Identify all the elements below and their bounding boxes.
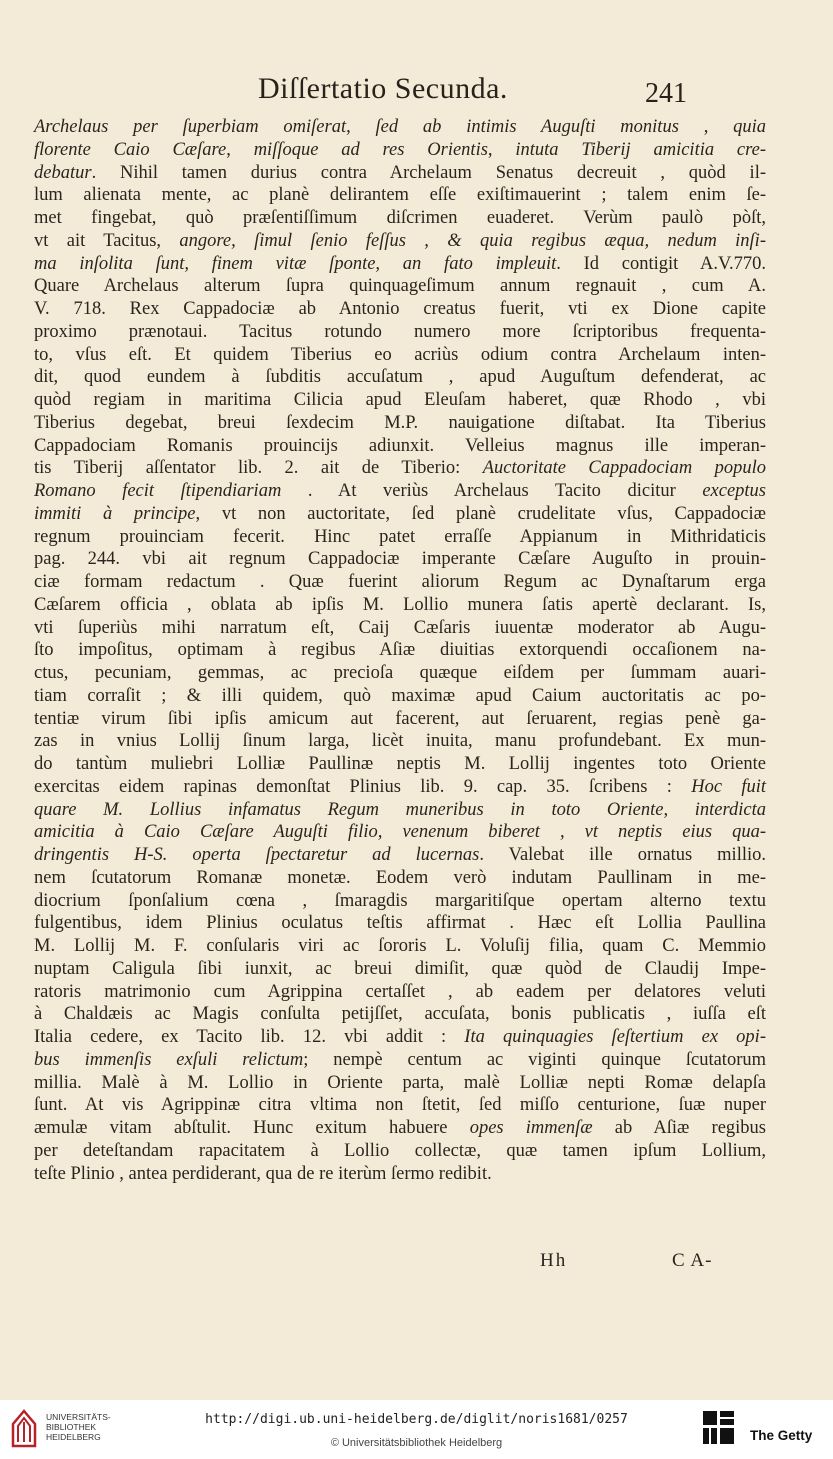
running-title: Diſſertatio Secunda. xyxy=(258,72,508,105)
text-line xyxy=(34,321,766,344)
text-line xyxy=(34,389,766,412)
text-line xyxy=(34,708,766,731)
text-run: nem ſcutatorum Romanæ monetæ. Eodem verò indutam Paullinam in me- xyxy=(34,867,766,888)
text-line xyxy=(34,958,766,981)
text-line xyxy=(34,730,766,753)
text-line xyxy=(34,344,766,367)
text-run: , xyxy=(487,139,516,160)
text-run: Cæſarem officia , oblata ab ipſis M. Lollio munera ſatis apertè declarant. Is, xyxy=(34,594,766,615)
text-line xyxy=(34,253,766,276)
text-run: proximo prænotaui. Tacitus rotundo numero more ſcriptoribus frequenta- xyxy=(34,321,766,342)
text-run: . At veriùs Archelaus Tacito dicitur xyxy=(281,481,703,501)
italic-quote: amicitia à Caio Cæſare Auguſti filio, venenum biberet , vt neptis eius qua- xyxy=(34,822,766,843)
text-line xyxy=(34,890,766,913)
italic-quote: quare M. Lollius infamatus Regum muneribus in toto Oriente, interdicta xyxy=(34,799,766,820)
text-run: , xyxy=(346,117,376,137)
text-line xyxy=(34,571,766,594)
text-run: pag. 244. vbi ait regnum Cappadociæ imperante Cæſare Auguſto in prouin- xyxy=(34,549,766,570)
text-line xyxy=(34,503,766,526)
institution-line-2: BIBLIOTHEK xyxy=(46,1422,97,1432)
text-line xyxy=(34,526,766,549)
italic-quote: bus immenſis exſuli relictum xyxy=(34,1049,304,1070)
text-line xyxy=(34,639,766,662)
text-run: diocrium ſponſalium cœna , ſmaragdis margaritiſque opertam alterno textu xyxy=(34,890,766,911)
italic-quote: Auctoritate Cappadociam populo xyxy=(482,458,766,479)
text-run: . Valebat ille ornatus millio. xyxy=(479,845,766,865)
text-line xyxy=(34,594,766,617)
viewer-footer xyxy=(0,1400,833,1459)
text-run: nuptam Caligula ſibi iunxit, ac breui dimiſit, quæ quòd de Claudij Impe- xyxy=(34,958,766,979)
text-run: fulgentibus, idem Plinius oculatus teſtis affirmat . Hæc eſt Lollia Paullina xyxy=(34,913,766,934)
text-run: tentiæ virum ſibi ipſis amicum aut facerent, aut ſeruarent, regias penè ga- xyxy=(34,708,766,729)
text-run: ab Aſiæ regibus xyxy=(592,1118,766,1138)
italic-quote: Archelaus per ſuperbiam omiſerat xyxy=(34,117,347,137)
italic-quote: quia xyxy=(733,117,767,137)
italic-quote: opes immenſæ xyxy=(469,1118,593,1138)
text-run: quòd regiam in maritima Cilicia apud Eleuſam haberet, quæ Rhodo , vbi xyxy=(34,390,766,410)
text-run: vti ſuperiùs mihi narratum eſt, Caij Cæſaris iuuentæ moderator ab Augu- xyxy=(34,617,766,638)
page-number: 241 xyxy=(645,78,687,109)
text-line xyxy=(34,1049,766,1072)
body-text xyxy=(34,116,766,1185)
text-line xyxy=(34,753,766,776)
text-run: lum alienata mente, ac planè delirantem eſſe exiſtimauerint ; talem enim ſe- xyxy=(34,185,766,206)
text-line xyxy=(34,184,766,207)
text-run: Italia cedere, ex Tacito lib. 12. vbi addit : xyxy=(34,1027,465,1047)
text-line xyxy=(34,799,766,822)
running-head xyxy=(0,72,833,112)
institution-line-3: HEIDELBERG xyxy=(46,1432,101,1442)
italic-quote: angore, ſimul ſenio feſſus , & quia regibus æqua, nedum inſi- xyxy=(179,230,766,251)
italic-quote: dringentis H-S. operta ſpectaretur ad lucernas xyxy=(34,845,480,865)
text-line xyxy=(34,1072,766,1095)
italic-quote: florente Caio Cæſare xyxy=(34,139,227,160)
page-foot-marks xyxy=(0,1250,833,1276)
text-run: per deteſtandam rapacitatem à Lollio collectæ, quæ tamen ipſum Lollium, xyxy=(34,1140,766,1161)
signature-mark: Hh xyxy=(540,1250,568,1271)
text-line xyxy=(34,1094,766,1117)
text-run: V. 718. Rex Cappadociæ ab Antonio creatus fuerit, vti ex Dione capite xyxy=(34,299,766,319)
partner-name: The Getty xyxy=(750,1428,813,1443)
text-run: , xyxy=(226,139,254,160)
text-run: æmulæ vitam abſtulit. Hunc exitum habuere xyxy=(34,1118,470,1138)
text-line xyxy=(34,480,766,503)
text-line xyxy=(34,867,766,890)
text-run: ciæ formam redactum . Quæ fuerint aliorum Regum ac Dynaſtarum erga xyxy=(34,572,766,592)
text-line xyxy=(34,366,766,389)
text-run: Cappadociam Romanis prouincijs adiunxit. Velleius magnus ille imperan- xyxy=(34,435,766,456)
text-line xyxy=(34,435,766,458)
text-line xyxy=(34,844,766,867)
text-line xyxy=(34,275,766,298)
text-run: do tantùm muliebri Lolliæ Paullinæ neptis M. Lollij ingentes toto Oriente xyxy=(34,754,766,774)
text-line xyxy=(34,207,766,230)
catchword: C A- xyxy=(672,1250,713,1271)
text-run: teſte Plinio , antea perdiderant, qua de re iterùm ſermo redibit. xyxy=(34,1163,492,1184)
text-run: met fingebat, quò præſentiſſimum diſcrimen euaderet. Verùm paulò pòſt, xyxy=(34,208,766,228)
text-run: to, vſus eſt. Et quidem Tiberius eo acriùs odium contra Archelaum inten- xyxy=(34,344,766,365)
text-line xyxy=(34,457,766,480)
text-run: dit, quod eundem à ſubditis accuſatum , apud Auguſtum defenderat, ac xyxy=(34,367,766,388)
text-line xyxy=(34,662,766,685)
text-run: . Nihil tamen durius contra Archelaum Senatus decreuit , quòd il- xyxy=(91,162,766,183)
text-run: tis Tiberij aſſentator lib. 2. ait de Tiberio: xyxy=(34,458,483,479)
text-run: ſto impoſitus, optimam à regibus Aſiæ diuitias extorquendi occaſionem na- xyxy=(34,640,766,661)
text-line xyxy=(34,298,766,321)
getty-logo-icon xyxy=(702,1410,736,1446)
text-run: , xyxy=(678,117,734,137)
text-run: ſunt. At vis Agrippinæ citra vltima non ſtetit, ſed miſſo centurione, ſuæ nuper xyxy=(34,1095,766,1116)
page-url-link[interactable]: http://digi.ub.uni-heidelberg.de/diglit/noris1681/0257 xyxy=(205,1412,628,1427)
italic-quote: Hoc fuit xyxy=(691,776,766,797)
italic-quote: Ita quinquagies ſeſtertium ex opi- xyxy=(464,1027,766,1047)
italic-quote: ma inſolita ſunt, finem vitæ ſponte, an fato impleuit xyxy=(34,253,557,274)
text-line xyxy=(34,1140,766,1163)
text-run: vt ait Tacitus, xyxy=(34,230,180,251)
text-line xyxy=(34,821,766,844)
text-line xyxy=(34,116,766,139)
italic-quote: intuta Tiberij amicitia cre- xyxy=(515,139,767,160)
italic-quote: Romano fecit ſtipendiariam xyxy=(34,481,282,501)
text-run: Tiberius degebat, breui ſexdecim M.P. nauigatione diſtabat. Ita Tiberius xyxy=(34,412,766,433)
text-run: zas in vnius Lollij ſinum larga, licèt inuita, manu profundebant. Ex mun- xyxy=(34,731,766,752)
text-run: ; nempè centum ac viginti quinque ſcutatorum xyxy=(303,1049,766,1070)
text-run: , vt non auctoritate, ſed planè crudelitate vſus, Cappadociæ xyxy=(195,503,766,524)
text-run: Quare Archelaus alterum ſupra quinquageſimum annum regnauit , cum A. xyxy=(34,276,766,297)
italic-quote: ſed ab intimis Auguſti monitus xyxy=(375,117,679,137)
text-line xyxy=(34,139,766,162)
text-line xyxy=(34,912,766,935)
text-line xyxy=(34,230,766,253)
text-run: . Id contigit A.V.770. xyxy=(556,253,766,274)
text-run: exercitas eidem rapinas demonſtat Plinius lib. 9. cap. 35. ſcribens : xyxy=(34,776,692,797)
text-line xyxy=(34,981,766,1004)
text-run: tiam corraſit ; & illi quidem, quò maximæ apud Caium auctoritatis ac po- xyxy=(34,685,766,706)
text-line xyxy=(34,1026,766,1049)
text-run: M. Lollij M. F. conſularis viri ac ſororis L. Voluſij filia, quam C. Memmio xyxy=(34,936,766,956)
text-line xyxy=(34,617,766,640)
text-run: à Chaldæis ac Magis conſulta petijſſet, accuſata, bonis publicatis , iuſſa eſt xyxy=(34,1004,766,1025)
text-line xyxy=(34,776,766,799)
copyright-notice: © Universitätsbibliothek Heidelberg xyxy=(330,1437,503,1449)
text-run: ctus, pecuniam, gemmas, ac precioſa quæque eiſdem per ſummam auari- xyxy=(34,663,766,683)
italic-quote: debatur xyxy=(34,162,92,183)
italic-quote: immiti à principe xyxy=(34,503,196,524)
text-run: regnum prouinciam fecerit. Hinc patet erraſſe Appianum in Mithridaticis xyxy=(34,526,766,547)
institution-line-1: UNIVERSITÄTS- xyxy=(46,1412,111,1422)
text-line xyxy=(34,162,766,185)
text-run: ratoris matrimonio cum Agrippina certaſſet , ab eadem per delatores veluti xyxy=(34,981,766,1002)
text-line xyxy=(34,935,766,958)
italic-quote: exceptus xyxy=(702,481,766,501)
text-line xyxy=(34,1117,766,1140)
text-line xyxy=(34,685,766,708)
italic-quote: miſſoque ad res Orientis xyxy=(253,139,488,160)
text-line xyxy=(34,1163,766,1186)
text-line xyxy=(34,412,766,435)
text-line xyxy=(34,1003,766,1026)
text-run: millia. Malè à M. Lollio in Oriente parta, malè Lolliæ nepti Romæ delapſa xyxy=(34,1072,766,1093)
text-line xyxy=(34,548,766,571)
